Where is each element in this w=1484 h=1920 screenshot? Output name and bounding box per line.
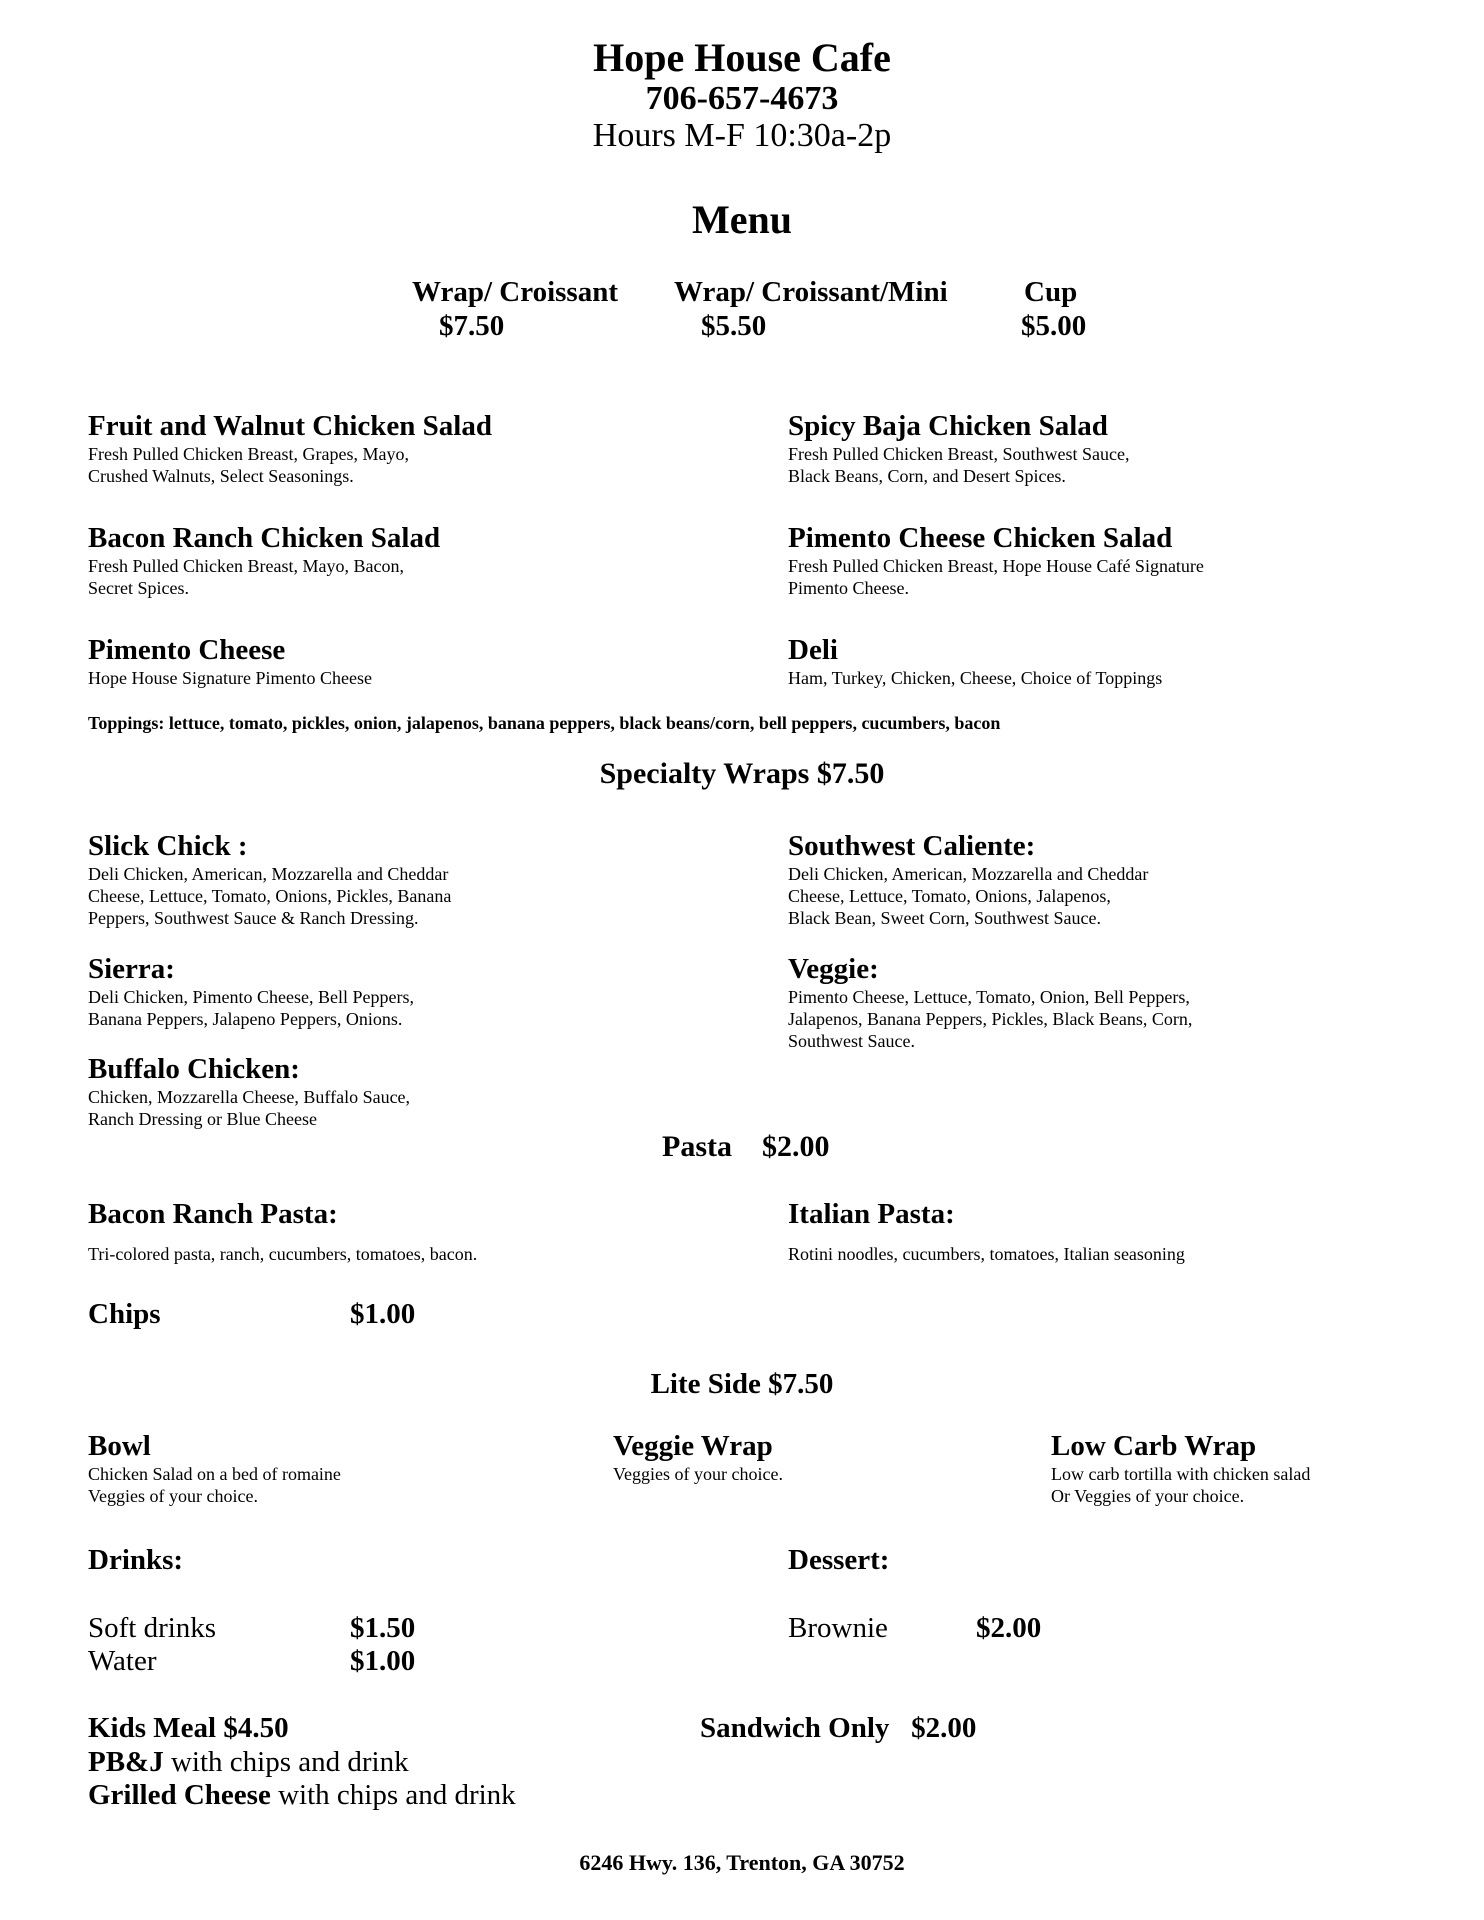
kids-meal-item-name: PB&J [88, 1746, 164, 1778]
menu-item [88, 1053, 410, 1130]
menu-item [88, 634, 372, 689]
menu-item [788, 830, 1148, 929]
item-name: Bacon Ranch Chicken Salad [88, 522, 441, 554]
cafe-name: Hope House Cafe [593, 35, 891, 80]
drink-name: Water [88, 1645, 157, 1677]
item-description: Deli Chicken, American, Mozzarella and Cheddar Cheese, Lettuce, Tomato, Onions, Pickles, Banana Peppers, Southwest Sauce & Ranch Dressing. [88, 864, 452, 928]
item-name: Sierra: [88, 953, 175, 985]
item-description: Hope House Signature Pimento Cheese [88, 668, 372, 688]
pasta-heading: Pasta $2.00 [662, 1130, 830, 1163]
menu-item [1051, 1430, 1310, 1507]
sandwich-only: Sandwich Only $2.00 [700, 1712, 977, 1744]
item-name: Bowl [88, 1430, 151, 1462]
menu-item [88, 830, 451, 929]
item-name: Italian Pasta: [788, 1198, 955, 1230]
item-description: Low carb tortilla with chicken salad Or Veggies of your choice. [1051, 1464, 1311, 1506]
kids-meal-item-detail: with chips and drink [270, 1779, 516, 1811]
item-description: Veggies of your choice. [613, 1464, 783, 1484]
kids-meal-item-detail: with chips and drink [163, 1746, 409, 1778]
menu-item [88, 953, 414, 1030]
menu-heading: Menu [692, 197, 792, 242]
dessert-heading: Dessert: [788, 1544, 890, 1576]
menu-item [788, 634, 1162, 689]
item-description: Fresh Pulled Chicken Breast, Mayo, Bacon, Secret Spices. [88, 556, 404, 598]
kids-meal-item [88, 1746, 409, 1779]
item-description: Tri-colored pasta, ranch, cucumbers, tomatoes, bacon. [88, 1244, 478, 1264]
toppings-line: Toppings: lettuce, tomato, pickles, onion, jalapenos, banana peppers, black beans/corn, bell peppers, cucumbers, bacon [88, 713, 1001, 733]
item-description: Fresh Pulled Chicken Breast, Hope House Café Signature Pimento Cheese. [788, 556, 1204, 598]
size-label-cup: Cup [1024, 276, 1078, 308]
item-name: Spicy Baja Chicken Salad [788, 410, 1108, 442]
size-label-mini: Wrap/ Croissant/Mini [674, 276, 948, 308]
item-description: Deli Chicken, American, Mozzarella and Cheddar Cheese, Lettuce, Tomato, Onions, Jalapenos, Black Bean, Sweet Corn, Southwest Sauce. [788, 864, 1149, 928]
item-name: Pimento Cheese Chicken Salad [788, 522, 1173, 554]
dessert-price: $2.00 [976, 1612, 1042, 1644]
item-name: Bacon Ranch Pasta: [88, 1198, 338, 1230]
phone-number: 706-657-4673 [645, 80, 839, 117]
chips-price: $1.00 [350, 1298, 416, 1330]
kids-meal-item-name: Grilled Cheese [88, 1779, 271, 1811]
kids-meal-heading: Kids Meal $4.50 [88, 1712, 289, 1744]
size-label-wrap-croissant: Wrap/ Croissant [412, 276, 618, 308]
menu-item [788, 953, 1192, 1052]
drink-price: $1.00 [350, 1645, 416, 1677]
item-name: Deli [788, 634, 838, 666]
item-name: Veggie: [788, 953, 879, 985]
size-price-wrap-croissant: $7.50 [439, 310, 505, 342]
size-price-mini: $5.50 [701, 310, 767, 342]
item-name: Veggie Wrap [613, 1430, 773, 1462]
dessert-name: Brownie [788, 1612, 888, 1644]
item-name: Buffalo Chicken: [88, 1053, 300, 1085]
item-description: Fresh Pulled Chicken Breast, Grapes, Mayo, Crushed Walnuts, Select Seasonings. [88, 444, 409, 486]
address: 6246 Hwy. 136, Trenton, GA 30752 [579, 1850, 905, 1875]
menu-item [788, 410, 1129, 487]
size-price-cup: $5.00 [1021, 310, 1087, 342]
drink-price: $1.50 [350, 1612, 416, 1644]
item-description: Deli Chicken, Pimento Cheese, Bell Peppers, Banana Peppers, Jalapeno Peppers, Onions. [88, 987, 414, 1029]
menu-item [613, 1430, 783, 1485]
lite-side-heading: Lite Side $7.50 [650, 1368, 834, 1400]
item-description: Pimento Cheese, Lettuce, Tomato, Onion, Bell Peppers, Jalapenos, Banana Peppers, Pickles, Black Beans, Corn, Southwest Sauce. [788, 987, 1193, 1051]
drink-name: Soft drinks [88, 1612, 217, 1644]
item-name: Southwest Caliente: [788, 830, 1036, 862]
item-description: Fresh Pulled Chicken Breast, Southwest Sauce, Black Beans, Corn, and Desert Spices. [788, 444, 1130, 486]
menu-item [788, 522, 1204, 599]
menu-item [788, 1198, 1185, 1265]
menu-item [88, 1430, 341, 1507]
item-description: Rotini noodles, cucumbers, tomatoes, Italian seasoning [788, 1244, 1185, 1264]
item-description: Ham, Turkey, Chicken, Cheese, Choice of Toppings [788, 668, 1163, 688]
item-name: Low Carb Wrap [1051, 1430, 1257, 1462]
item-name: Pimento Cheese [88, 634, 286, 666]
item-name: Slick Chick : [88, 830, 248, 862]
chips-label: Chips [88, 1298, 161, 1330]
item-description: Chicken Salad on a bed of romaine Veggies of your choice. [88, 1464, 341, 1506]
menu-item [88, 1198, 477, 1265]
item-name: Fruit and Walnut Chicken Salad [88, 410, 492, 442]
menu-item [88, 410, 492, 487]
kids-meal-item [88, 1779, 516, 1812]
specialty-wraps-heading: Specialty Wraps $7.50 [599, 757, 885, 790]
menu-item [88, 522, 440, 599]
item-description: Chicken, Mozzarella Cheese, Buffalo Sauce, Ranch Dressing or Blue Cheese [88, 1087, 411, 1129]
hours: Hours M-F 10:30a-2p [592, 117, 892, 154]
drinks-heading: Drinks: [88, 1544, 184, 1576]
